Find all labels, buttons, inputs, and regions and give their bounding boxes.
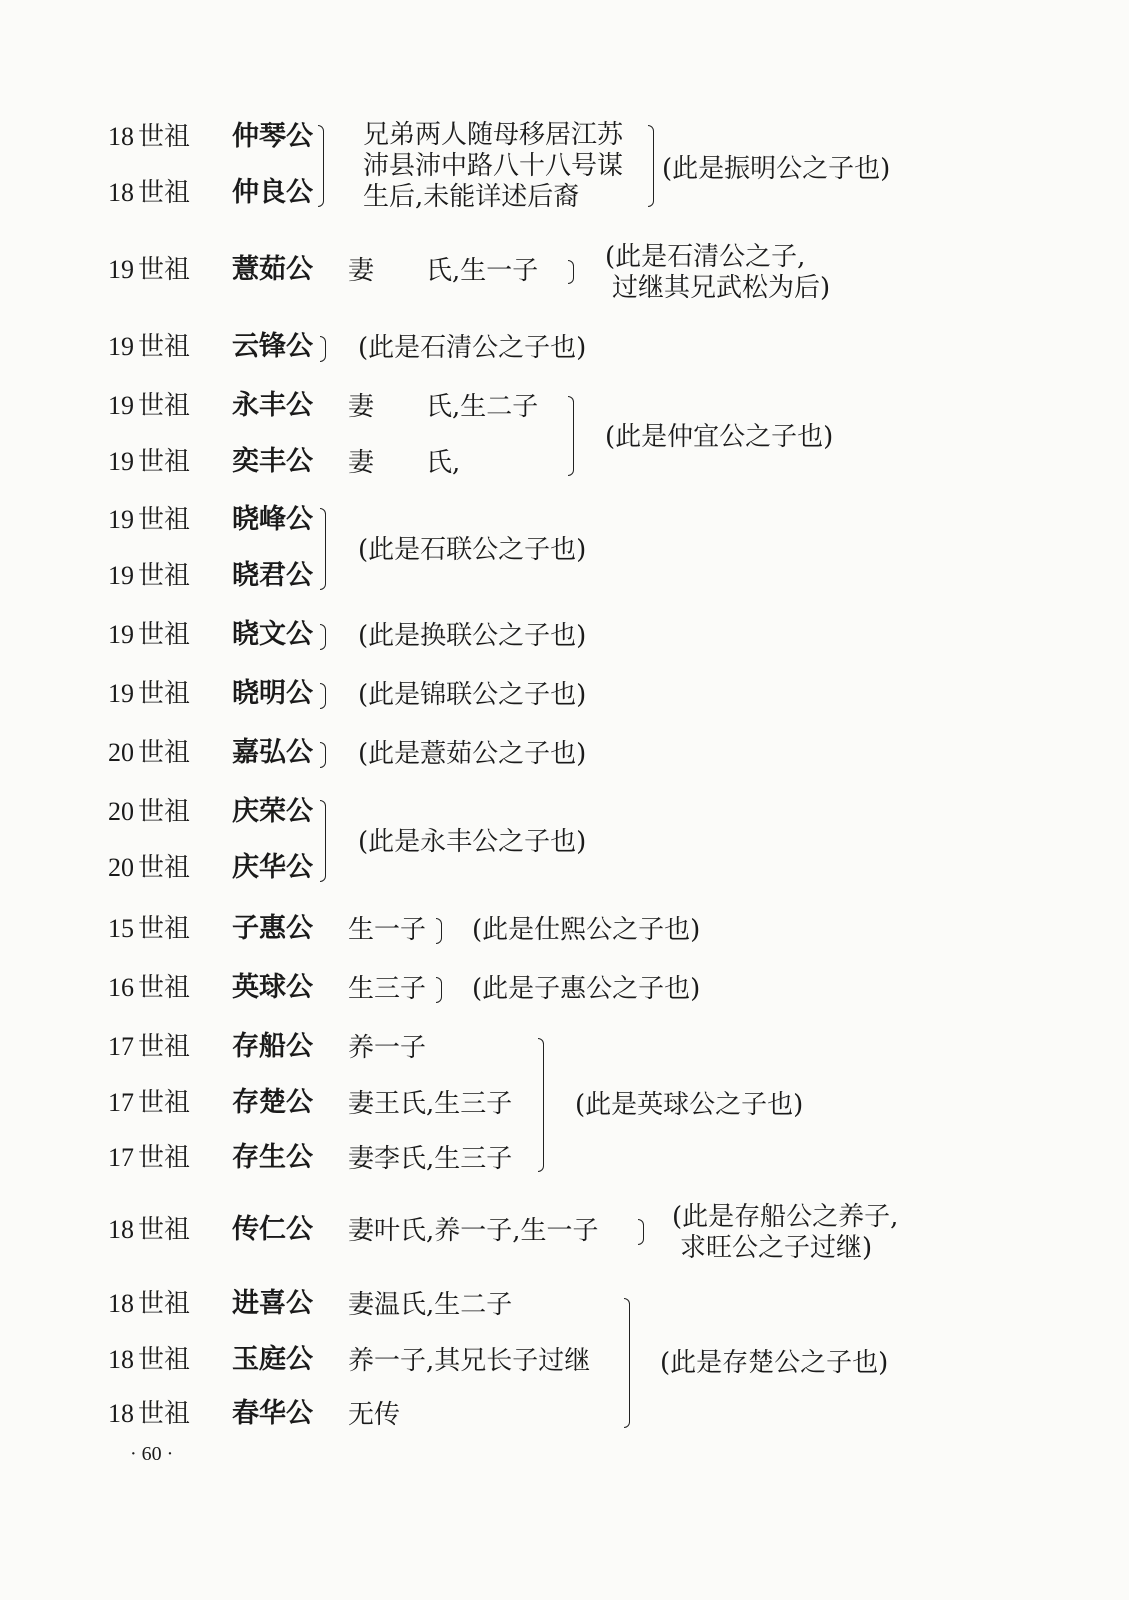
group-brace — [638, 1219, 644, 1245]
generation-label: 19 世祖 — [108, 332, 191, 362]
ancestor-name: 子惠公 — [232, 913, 313, 944]
generation-label: 17 世祖 — [108, 1143, 191, 1173]
generation-label: 18 世祖 — [108, 178, 191, 208]
group-brace — [318, 125, 324, 207]
lineage-note: (此是振明公之子也) — [662, 154, 891, 184]
generation-label: 18 世祖 — [108, 122, 191, 152]
generation-label: 17 世祖 — [108, 1088, 191, 1118]
ancestor-name: 庆华公 — [232, 852, 313, 883]
ancestor-name: 存楚公 — [232, 1087, 313, 1118]
group-brace — [538, 1038, 544, 1172]
group-brace — [568, 260, 574, 284]
migration-line: 沛县沛中路八十八号谋 — [363, 151, 624, 181]
group-brace — [320, 336, 326, 362]
lineage-note: (此是换联公之子也) — [358, 621, 587, 651]
ancestor-name: 永丰公 — [232, 390, 313, 421]
generation-label: 19 世祖 — [108, 561, 191, 591]
ancestor-name: 传仁公 — [232, 1214, 313, 1245]
lineage-note: (此是仲宜公之子也) — [605, 422, 834, 452]
ancestor-name: 仲良公 — [232, 177, 313, 208]
generation-label: 19 世祖 — [108, 620, 191, 650]
ancestor-name: 庆荣公 — [232, 796, 313, 827]
ancestor-name: 晓君公 — [232, 560, 313, 591]
ancestor-name: 英球公 — [232, 972, 313, 1003]
generation-label: 19 世祖 — [108, 447, 191, 477]
ancestor-name: 玉庭公 — [232, 1344, 313, 1375]
ancestor-detail: 无传 — [348, 1400, 401, 1430]
ancestor-detail: 养一子 — [348, 1033, 427, 1063]
ancestor-detail: 妻叶氏,养一子,生一子 — [348, 1216, 599, 1246]
ancestor-name: 存船公 — [232, 1031, 313, 1062]
ancestor-name: 晓文公 — [232, 619, 313, 650]
group-brace — [320, 683, 326, 709]
generation-label: 19 世祖 — [108, 505, 191, 535]
generation-label: 20 世祖 — [108, 797, 191, 827]
ancestor-name: 嘉弘公 — [232, 737, 313, 768]
generation-label: 18 世祖 — [108, 1399, 191, 1429]
lineage-note: (此是永丰公之子也) — [358, 827, 587, 857]
ancestor-name: 薏茹公 — [232, 254, 313, 285]
group-brace — [568, 396, 574, 476]
group-brace — [648, 125, 654, 207]
lineage-note: 过继其兄武松为后) — [612, 273, 831, 303]
ancestor-detail: 妻 氏, — [348, 448, 461, 478]
group-brace — [436, 977, 442, 1003]
group-brace — [436, 918, 442, 944]
lineage-note: (此是子惠公之子也) — [472, 974, 701, 1004]
lineage-note: (此是锦联公之子也) — [358, 680, 587, 710]
generation-label: 20 世祖 — [108, 738, 191, 768]
generation-label: 16 世祖 — [108, 973, 191, 1003]
generation-label: 19 世祖 — [108, 679, 191, 709]
lineage-note: (此是石清公之子也) — [358, 333, 587, 363]
ancestor-detail: 妻温氏,生二子 — [348, 1290, 513, 1320]
ancestor-detail: 妻 氏,生一子 — [348, 256, 539, 286]
page-number: · 60 · — [130, 1443, 174, 1465]
generation-label: 17 世祖 — [108, 1032, 191, 1062]
generation-label: 19 世祖 — [108, 255, 191, 285]
ancestor-name: 进喜公 — [232, 1288, 313, 1319]
generation-label: 18 世祖 — [108, 1345, 191, 1375]
group-brace — [624, 1298, 630, 1428]
ancestor-detail: 妻李氏,生三子 — [348, 1144, 513, 1174]
group-brace — [320, 624, 326, 650]
lineage-note: (此是仕熙公之子也) — [472, 915, 701, 945]
generation-label: 20 世祖 — [108, 853, 191, 883]
ancestor-detail: 生一子 — [348, 915, 427, 945]
lineage-note: (此是英球公之子也) — [575, 1090, 804, 1120]
generation-label: 15 世祖 — [108, 914, 191, 944]
ancestor-name: 春华公 — [232, 1398, 313, 1429]
ancestor-detail: 妻 氏,生二子 — [348, 392, 539, 422]
ancestor-name: 云锋公 — [232, 331, 313, 362]
generation-label: 18 世祖 — [108, 1289, 191, 1319]
lineage-note: (此是存楚公之子也) — [660, 1348, 889, 1378]
ancestor-detail: 妻王氏,生三子 — [348, 1089, 513, 1119]
lineage-note: (此是石联公之子也) — [358, 535, 587, 565]
migration-line: 兄弟两人随母移居江苏 — [363, 120, 624, 150]
ancestor-name: 仲琴公 — [232, 121, 313, 152]
ancestor-name: 奕丰公 — [232, 446, 313, 477]
ancestor-detail: 生三子 — [348, 974, 427, 1004]
ancestor-name: 晓峰公 — [232, 504, 313, 535]
group-brace — [320, 800, 326, 882]
migration-line: 生后,未能详述后裔 — [363, 182, 580, 212]
group-brace — [320, 508, 326, 590]
ancestor-name: 存生公 — [232, 1142, 313, 1173]
lineage-note: (此是薏茹公之子也) — [358, 739, 587, 769]
lineage-note: 求旺公之子过继) — [680, 1233, 873, 1263]
ancestor-detail: 养一子,其兄长子过继 — [348, 1346, 591, 1376]
group-brace — [320, 742, 326, 768]
lineage-note: (此是石清公之子, — [605, 242, 806, 272]
generation-label: 18 世祖 — [108, 1215, 191, 1245]
generation-label: 19 世祖 — [108, 391, 191, 421]
ancestor-name: 晓明公 — [232, 678, 313, 709]
lineage-note: (此是存船公之养子, — [672, 1202, 899, 1232]
